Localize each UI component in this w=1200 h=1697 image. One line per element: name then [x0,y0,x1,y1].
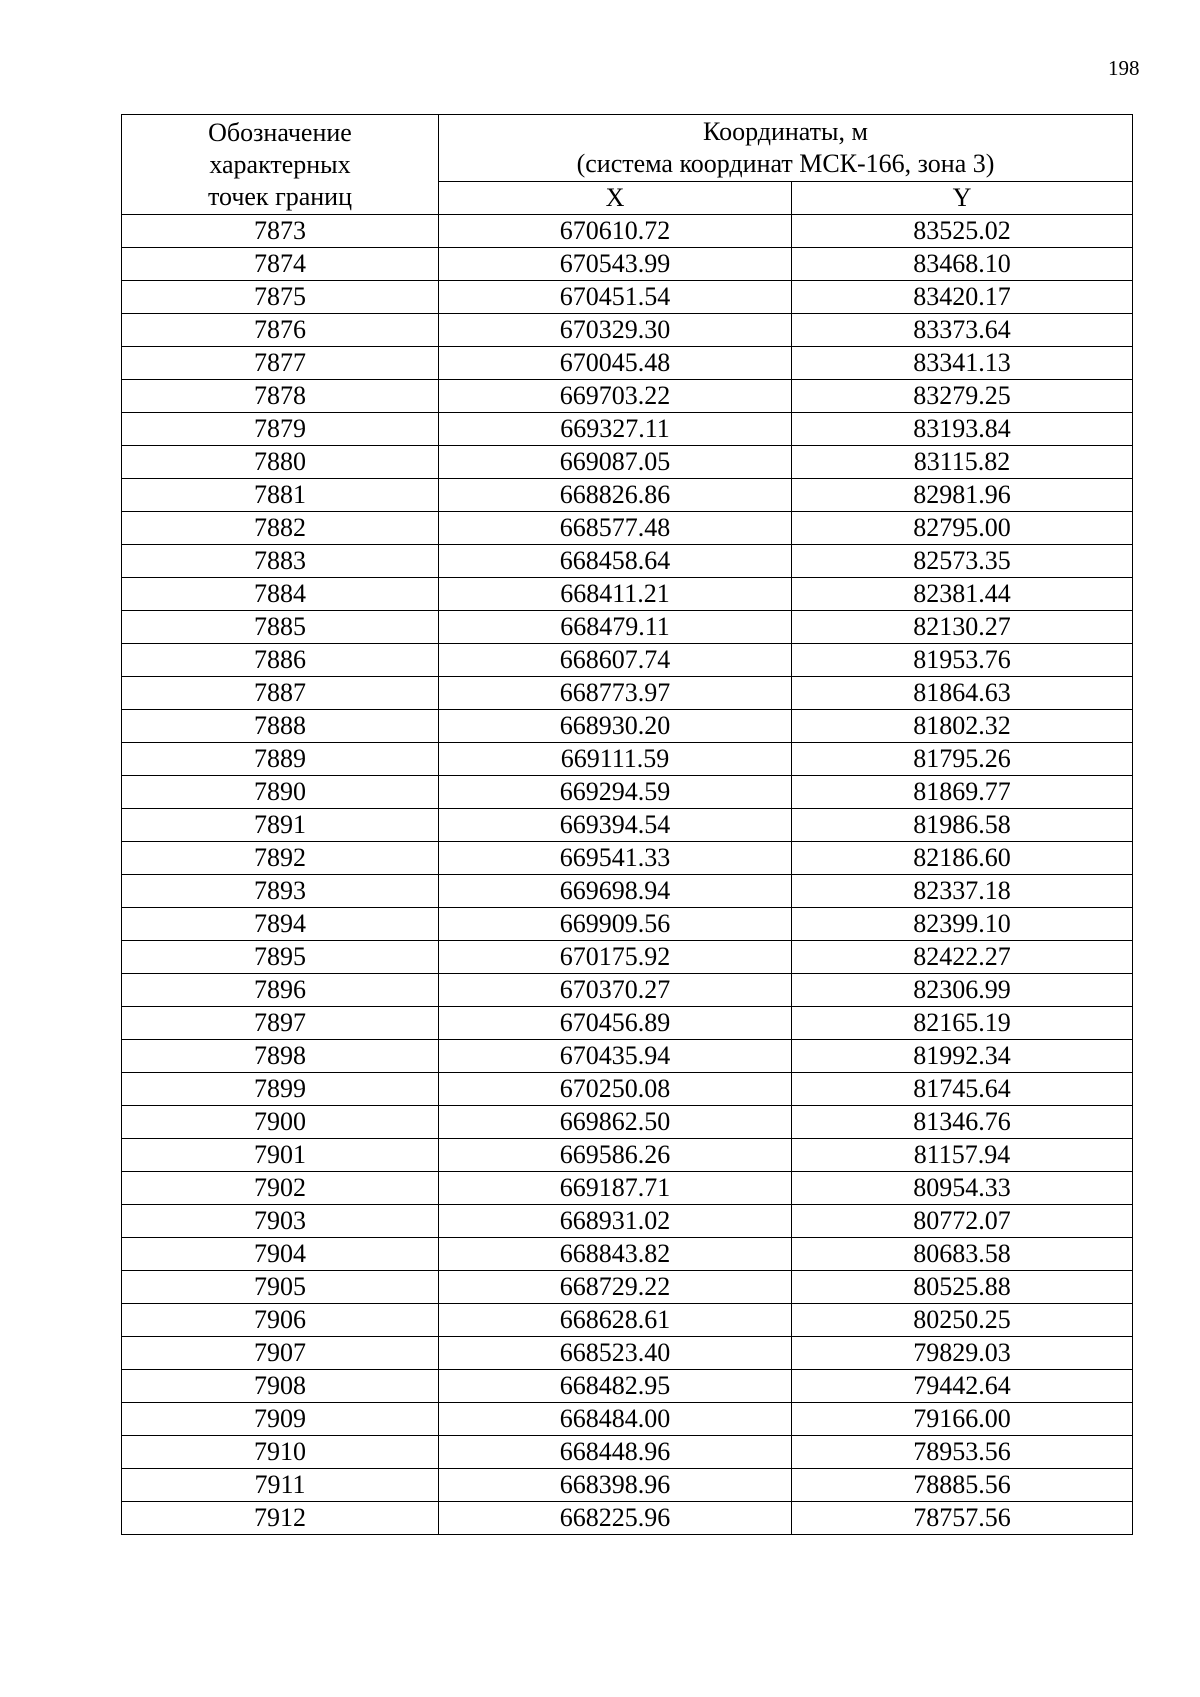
table-row [122,1106,1133,1139]
y-cell: 83341.13 [792,347,1133,380]
point-cell: 7884 [122,578,439,611]
point-label-header [122,115,439,215]
table-row [122,974,1133,1007]
point-cell: 7910 [122,1436,439,1469]
x-cell: 669111.59 [439,743,792,776]
point-cell: 7883 [122,545,439,578]
y-cell: 78757.56 [792,1502,1133,1535]
x-cell: 668577.48 [439,512,792,545]
point-cell: 7888 [122,710,439,743]
point-cell: 7885 [122,611,439,644]
x-cell: 669294.59 [439,776,792,809]
x-cell: 670250.08 [439,1073,792,1106]
table-row [122,545,1133,578]
point-cell: 7894 [122,908,439,941]
table-row [122,215,1133,248]
table-row [122,1469,1133,1502]
x-cell: 669703.22 [439,380,792,413]
x-cell: 669394.54 [439,809,792,842]
point-cell: 7900 [122,1106,439,1139]
table-row [122,1403,1133,1436]
table-row [122,578,1133,611]
table-row [122,710,1133,743]
x-cell: 668482.95 [439,1370,792,1403]
coordinates-header [439,115,1133,182]
table-row [122,347,1133,380]
x-cell: 668628.61 [439,1304,792,1337]
y-cell: 80525.88 [792,1271,1133,1304]
table-row [122,380,1133,413]
y-cell: 80954.33 [792,1172,1133,1205]
x-cell: 668930.20 [439,710,792,743]
x-cell: 670435.94 [439,1040,792,1073]
y-cell: 82981.96 [792,479,1133,512]
point-cell: 7901 [122,1139,439,1172]
x-cell: 668607.74 [439,644,792,677]
y-cell: 79166.00 [792,1403,1133,1436]
x-cell: 669698.94 [439,875,792,908]
table-row [122,1436,1133,1469]
point-label-line-2: характерных [209,149,351,179]
y-cell: 78953.56 [792,1436,1133,1469]
point-cell: 7890 [122,776,439,809]
y-cell: 78885.56 [792,1469,1133,1502]
y-cell: 81795.26 [792,743,1133,776]
point-cell: 7881 [122,479,439,512]
table-row [122,1238,1133,1271]
x-column-header: X [439,182,792,215]
table-row [122,677,1133,710]
header-row-top [122,115,1133,182]
x-cell: 670175.92 [439,941,792,974]
point-cell: 7909 [122,1403,439,1436]
point-cell: 7876 [122,314,439,347]
point-cell: 7906 [122,1304,439,1337]
y-cell: 81157.94 [792,1139,1133,1172]
table-row [122,1007,1133,1040]
table-row [122,644,1133,677]
y-cell: 82165.19 [792,1007,1133,1040]
table-row [122,809,1133,842]
point-cell: 7886 [122,644,439,677]
table-row [122,446,1133,479]
table-row [122,314,1133,347]
point-cell: 7903 [122,1205,439,1238]
y-cell: 81953.76 [792,644,1133,677]
x-cell: 668523.40 [439,1337,792,1370]
y-cell: 81869.77 [792,776,1133,809]
x-cell: 668773.97 [439,677,792,710]
coordinates-table [121,114,1133,1535]
x-cell: 669327.11 [439,413,792,446]
table-row [122,1139,1133,1172]
y-cell: 81745.64 [792,1073,1133,1106]
point-cell: 7911 [122,1469,439,1502]
table-row [122,842,1133,875]
table-row [122,611,1133,644]
coordinates-header-line-1: Координаты, м [703,117,868,146]
point-cell: 7893 [122,875,439,908]
point-label-line-3: точек границ [207,181,353,211]
point-cell: 7877 [122,347,439,380]
point-cell: 7912 [122,1502,439,1535]
table-row [122,1073,1133,1106]
y-cell: 80250.25 [792,1304,1133,1337]
x-cell: 668448.96 [439,1436,792,1469]
y-cell: 81802.32 [792,710,1133,743]
point-cell: 7882 [122,512,439,545]
x-cell: 669862.50 [439,1106,792,1139]
page-number: 198 [1108,56,1140,80]
y-cell: 80772.07 [792,1205,1133,1238]
x-cell: 668479.11 [439,611,792,644]
table-row [122,413,1133,446]
x-cell: 668826.86 [439,479,792,512]
table-row [122,941,1133,974]
x-cell: 669586.26 [439,1139,792,1172]
x-cell: 668398.96 [439,1469,792,1502]
y-cell: 82573.35 [792,545,1133,578]
x-cell: 668458.64 [439,545,792,578]
point-cell: 7899 [122,1073,439,1106]
table-body [122,215,1133,1535]
table-row [122,1502,1133,1535]
table-row [122,743,1133,776]
x-cell: 669541.33 [439,842,792,875]
y-cell: 82337.18 [792,875,1133,908]
x-cell: 668225.96 [439,1502,792,1535]
point-cell: 7874 [122,248,439,281]
y-cell: 82399.10 [792,908,1133,941]
y-cell: 82306.99 [792,974,1133,1007]
table-row [122,248,1133,281]
y-cell: 83525.02 [792,215,1133,248]
point-cell: 7891 [122,809,439,842]
point-cell: 7889 [122,743,439,776]
y-cell: 83115.82 [792,446,1133,479]
point-cell: 7905 [122,1271,439,1304]
y-cell: 79829.03 [792,1337,1133,1370]
table-row [122,1040,1133,1073]
coordinates-header-line-2: (система координат МСК-166, зона 3) [576,149,995,178]
x-cell: 670451.54 [439,281,792,314]
y-cell: 82795.00 [792,512,1133,545]
point-cell: 7898 [122,1040,439,1073]
x-cell: 670370.27 [439,974,792,1007]
x-cell: 668729.22 [439,1271,792,1304]
table-row [122,1172,1133,1205]
y-column-header: Y [792,182,1133,215]
y-cell: 81992.34 [792,1040,1133,1073]
point-cell: 7875 [122,281,439,314]
point-cell: 7880 [122,446,439,479]
y-cell: 83193.84 [792,413,1133,446]
table-row [122,875,1133,908]
x-cell: 669187.71 [439,1172,792,1205]
point-cell: 7878 [122,380,439,413]
y-cell: 82186.60 [792,842,1133,875]
table-row [122,1370,1133,1403]
point-cell: 7907 [122,1337,439,1370]
y-cell: 83279.25 [792,380,1133,413]
y-cell: 81986.58 [792,809,1133,842]
table-row [122,908,1133,941]
y-cell: 80683.58 [792,1238,1133,1271]
table-row [122,512,1133,545]
y-cell: 82422.27 [792,941,1133,974]
y-cell: 81864.63 [792,677,1133,710]
y-cell: 79442.64 [792,1370,1133,1403]
x-cell: 670543.99 [439,248,792,281]
x-cell: 668411.21 [439,578,792,611]
point-cell: 7873 [122,215,439,248]
table-row [122,479,1133,512]
table-row [122,776,1133,809]
table-row [122,1337,1133,1370]
y-cell: 83420.17 [792,281,1133,314]
table-row [122,1304,1133,1337]
y-cell: 82130.27 [792,611,1133,644]
x-cell: 668931.02 [439,1205,792,1238]
x-cell: 670329.30 [439,314,792,347]
point-cell: 7896 [122,974,439,1007]
y-cell: 83373.64 [792,314,1133,347]
point-cell: 7887 [122,677,439,710]
point-cell: 7892 [122,842,439,875]
x-cell: 668843.82 [439,1238,792,1271]
table-row [122,1205,1133,1238]
point-cell: 7895 [122,941,439,974]
y-cell: 83468.10 [792,248,1133,281]
point-cell: 7902 [122,1172,439,1205]
point-cell: 7908 [122,1370,439,1403]
point-cell: 7879 [122,413,439,446]
y-cell: 81346.76 [792,1106,1133,1139]
table-row [122,1271,1133,1304]
point-cell: 7897 [122,1007,439,1040]
x-cell: 669909.56 [439,908,792,941]
x-cell: 670456.89 [439,1007,792,1040]
x-cell: 669087.05 [439,446,792,479]
table-row [122,281,1133,314]
table-header [122,115,1133,215]
x-cell: 670045.48 [439,347,792,380]
x-cell: 668484.00 [439,1403,792,1436]
x-cell: 670610.72 [439,215,792,248]
point-label-line-1: Обозначение [208,117,352,147]
point-cell: 7904 [122,1238,439,1271]
y-cell: 82381.44 [792,578,1133,611]
